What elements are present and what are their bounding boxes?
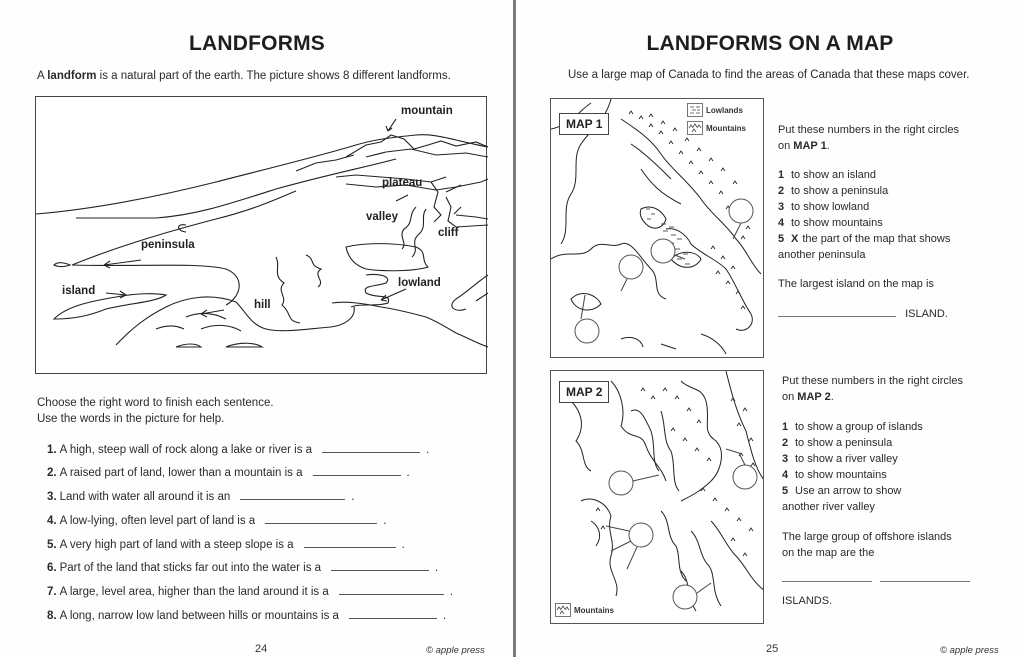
answer-blank-1[interactable] xyxy=(322,443,420,453)
map-2-legend xyxy=(555,603,614,617)
map-1-frame xyxy=(550,98,764,358)
question-7: 7. A large, level area, higher than the land around it is a . xyxy=(47,586,453,598)
mountains-swatch-icon xyxy=(687,121,703,135)
question-3: 3. Land with water all around it is an . xyxy=(47,491,355,503)
map-2-task-5: 5 Use an arrow to show xyxy=(782,485,902,497)
answer-blank-4[interactable] xyxy=(265,514,377,524)
copyright-apple-press: © apple press xyxy=(426,645,485,656)
instruction-line-2: Use the words in the picture for help. xyxy=(37,413,225,425)
map-2-instructions: Put these numbers in the right circles on MAP 2. 1 to show a group of islands 2 to show a peninsula 3 to show a river valley 4 to show mountains 5 Use an arrow to show another river valley The large group of offshore islands on the map are the ISLANDS. xyxy=(782,373,970,609)
answer-blank-7[interactable] xyxy=(339,585,444,595)
label-plateau: plateau xyxy=(382,177,423,189)
label-cliff: cliff xyxy=(438,227,459,239)
page-number-25: 25 xyxy=(766,643,779,655)
legend-mountains: Mountains xyxy=(555,603,614,617)
question-1: 1. A high, steep wall of rock along a lake or river is a . xyxy=(47,444,430,456)
map-2-task-3: 3 to show a river valley xyxy=(782,453,898,465)
map-1-coastline-drawing xyxy=(551,99,764,358)
right-page-25 xyxy=(516,0,1024,657)
label-mountain: mountain xyxy=(401,105,453,117)
copyright-apple-press: © apple press xyxy=(940,645,999,656)
page-title-landforms: LANDFORMS xyxy=(189,32,325,55)
map-2-tag: MAP 2 xyxy=(559,381,609,403)
answer-blank-3[interactable] xyxy=(240,490,345,500)
instruction-line-1: Choose the right word to finish each sentence. xyxy=(37,397,274,409)
map-2-frame xyxy=(550,370,764,624)
landforms-illustration xyxy=(35,96,487,374)
question-2: 2. A raised part of land, lower than a mountain is a . xyxy=(47,467,410,479)
island-group-answer-blank-2[interactable] xyxy=(880,572,970,582)
landform-term: landform xyxy=(47,70,97,82)
mountains-swatch-icon xyxy=(555,603,571,617)
label-valley: valley xyxy=(366,211,398,223)
legend-mountains: Mountains xyxy=(687,121,746,135)
label-island: island xyxy=(62,285,96,297)
largest-island-answer-blank[interactable] xyxy=(778,307,896,317)
island-group-answer-blank-1[interactable] xyxy=(782,572,872,582)
map-1-task-3: 3 to show lowland xyxy=(778,201,870,213)
answer-blank-8[interactable] xyxy=(349,609,437,619)
label-peninsula: peninsula xyxy=(141,239,195,251)
map-1-task-2: 2 to show a peninsula xyxy=(778,185,889,197)
map-instructions: Use a large map of Canada to find the areas of Canada that these maps cover. xyxy=(568,69,970,81)
map-2-task-1: 1 to show a group of islands xyxy=(782,421,923,433)
map-1-legend xyxy=(687,103,746,135)
label-hill: hill xyxy=(254,299,271,311)
landscape-drawing xyxy=(36,97,488,375)
map-2-task-4: 4 to show mountains xyxy=(782,469,887,481)
map-1-question: The largest island on the map is xyxy=(778,278,934,290)
label-lowland: lowland xyxy=(398,277,441,289)
map-1-instructions: Put these numbers in the right circles on MAP 1. 1 to show an island 2 to show a peninsula 3 to show lowland 4 to show mountains 5 X the part of the map that shows another peninsula The largest island on the map is ISLAND. xyxy=(778,124,959,320)
answer-blank-5[interactable] xyxy=(304,538,396,548)
map-1-task-4: 4 to show mountains xyxy=(778,217,883,229)
answer-blank-6[interactable] xyxy=(331,561,429,571)
map-2-question-line-2: on the map are the xyxy=(782,547,875,559)
legend-lowlands: Lowlands xyxy=(687,103,746,117)
page-number-24: 24 xyxy=(255,643,268,655)
map-2-task-2: 2 to show a peninsula xyxy=(782,437,893,449)
question-4: 4. A low-lying, often level part of land is a . xyxy=(47,515,387,527)
map-1-task-1: 1 to show an island xyxy=(778,169,876,181)
landform-definition: A landform is a natural part of the earth. The picture shows 8 different landforms. xyxy=(37,70,451,82)
map-2-coastline-drawing xyxy=(551,371,764,624)
answer-blank-2[interactable] xyxy=(313,466,401,476)
question-8: 8. A long, narrow low land between hills or mountains is a . xyxy=(47,610,447,622)
question-6: 6. Part of the land that sticks far out into the water is a . xyxy=(47,562,439,574)
page-title-landforms-on-a-map: LANDFORMS ON A MAP xyxy=(646,32,894,55)
lowlands-swatch-icon xyxy=(687,103,703,117)
question-5: 5. A very high part of land with a steep slope is a . xyxy=(47,539,405,551)
map-2-question-line-1: The large group of offshore islands xyxy=(782,531,952,543)
map-1-task-5: 5 X the part of the map that shows xyxy=(778,233,951,245)
map-1-tag: MAP 1 xyxy=(559,113,609,135)
